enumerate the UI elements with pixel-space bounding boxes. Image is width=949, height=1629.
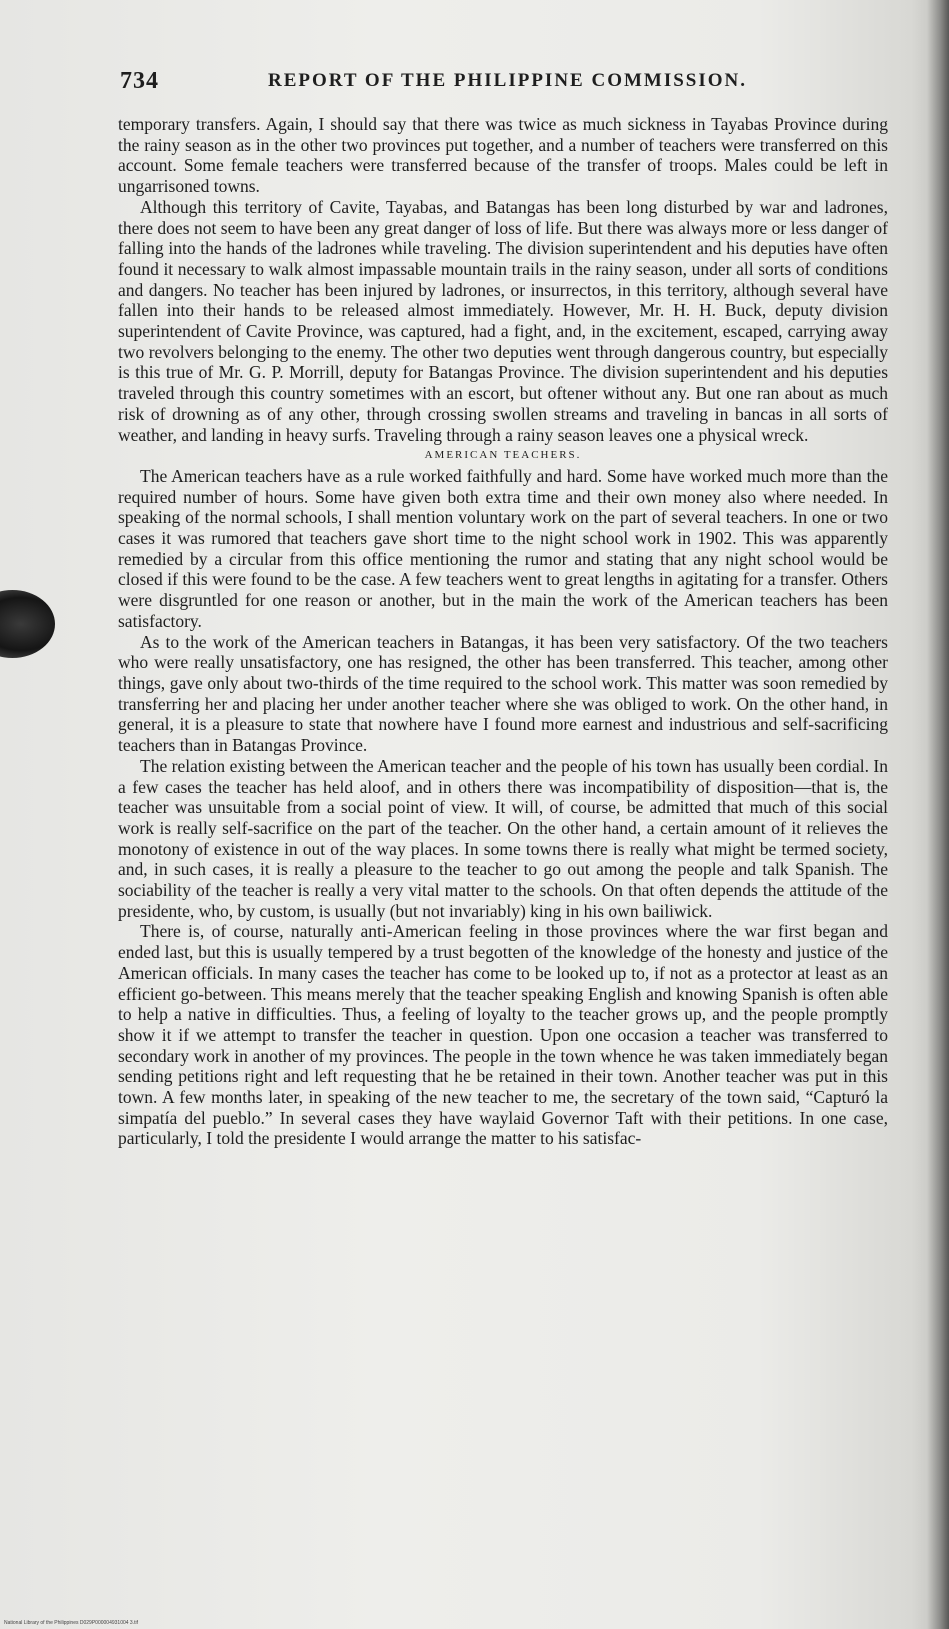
page-number: 734 — [120, 68, 159, 94]
book-spine-shadow — [927, 0, 949, 1629]
binding-hole — [0, 590, 55, 658]
paragraph: The American teachers have as a rule worked faithfully and hard. Some have worked much more than the required number of hours. Some have given both extra time and their own money also where needed. In speaking of the normal schools, I shall mention voluntary work on the part of several teachers. In one or two cases it was rumored that teachers gave short time to the night school work in 1902. This was apparently remedied by a circular from this office mentioning the rumor and stating that any night school would be closed if this were found to be the case. A few teachers went to great lengths in agitating for a transfer. Others were disgruntled for one reason or another, but in the main the work of the American teachers has been satisfactory. — [118, 465, 888, 631]
paragraph: temporary transfers. Again, I should say that there was twice as much sickness in Tayabas Province during the rainy season as in the other two provinces put together, and a number of teachers were transferred on this account. Some female teachers were transferred because of the transfer of troops. Males could be left in ungarrisoned towns. — [118, 114, 888, 197]
scan-credit: National Library of the Philippines D029P000004931004 3.tif — [4, 1620, 138, 1626]
paragraph: Although this territory of Cavite, Tayabas, and Batangas has been long disturbed by war and ladrones, there does not seem to have been any great danger of loss of life. But there was always more or less danger of falling into the hands of the ladrones while traveling. The division superintendent and his deputies have often found it necessary to walk almost impassable mountain trails in the rainy season, under all sorts of conditions and dangers. No teacher has been injured by ladrones, or insurrectos, in this territory, although several have fallen into their hands to be released almost immediately. However, Mr. H. H. Buck, deputy division superintendent of Cavite Province, was captured, had a fight, and, in the excitement, escaped, carrying away two revolvers belonging to the enemy. The other two deputies went through dangerous country, but especially is this true of Mr. G. P. Morrill, deputy for Batangas Province. The division superintendent and his deputies traveled through this country sometimes with an escort, but oftener without any. But one ran about as much risk of drowning as of any other, through crossing swollen streams and traveling in bancas in all sorts of weather, and landing in heavy surfs. Traveling through a rainy season leaves one a physical wreck. — [118, 196, 888, 445]
running-head: REPORT OF THE PHILIPPINE COMMISSION. — [268, 70, 748, 91]
page-header — [120, 64, 880, 104]
paragraph: The relation existing between the American teacher and the people of his town has usually been cordial. In a few cases the teacher has held aloof, and in others there was incompatibility of disposition—that is, the teacher was unsuitable from a social point of view. It will, of course, be admitted that much of this social work is really self-sacrifice on the part of the teacher. On the other hand, a certain amount of it relieves the monotony of existence in out of the way places. In some towns there is really what might be termed society, and, in such cases, it is really a pleasure to the teacher to go out among the people and talk Spanish. The sociability of the teacher is really a very vital matter to the schools. On that often depends the attitude of the presidente, who, by custom, is usually (but not invariably) king in his own bailiwick. — [118, 755, 888, 921]
paragraph: As to the work of the American teachers in Batangas, it has been very satisfactory. Of the two teachers who were really unsatisfactory, one has resigned, the other has been transferred. This teacher, among other things, gave only about two-thirds of the time required to the school work. This matter was soon remedied by transferring her and placing her under another teacher where she was obliged to work. On the other hand, in general, it is a pleasure to state that nowhere have I found more earnest and industrious and self-sacrificing teachers than in Batangas Province. — [118, 631, 888, 756]
body-text — [118, 114, 888, 1149]
paragraph: There is, of course, naturally anti-American feeling in those provinces where the war first began and ended last, but this is usually tempered by a trust begotten of the knowledge of the honesty and justice of the American officials. In many cases the teacher has come to be looked up to, if not as a protector at least as an efficient go-between. This means merely that the teacher speaking English and knowing Spanish is often able to help a native in difficulties. Thus, a feeling of loyalty to the teacher grows up, and the people promptly show it if we attempt to transfer the teacher in question. Upon one occasion a teacher was transferred to secondary work in another of my provinces. The people in the town whence he was taken immediately began sending petitions right and left requesting that he be retained in their town. Another teacher was put in this town. A few months later, in speaking of the new teacher to me, the secretary of the town said, “Capturó la simpatía del pueblo.” In several cases they have waylaid Governor Taft with their petitions. In one case, particularly, I told the presidente I would arrange the matter to his satisfac- — [118, 921, 888, 1149]
section-heading: AMERICAN TEACHERS. — [424, 449, 582, 462]
